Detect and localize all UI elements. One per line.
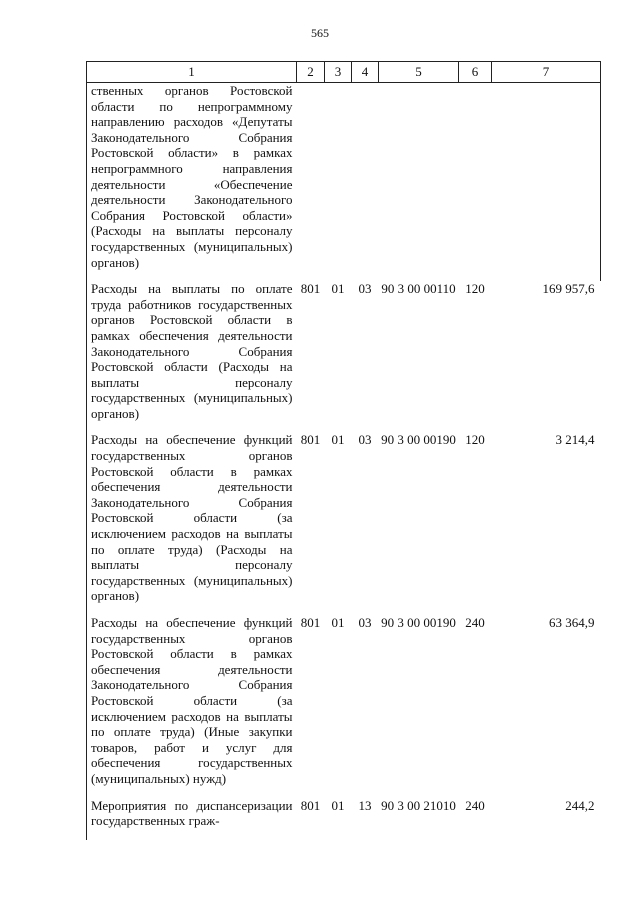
row-expense-type: [459, 83, 492, 282]
row-section-code: 01: [331, 281, 345, 297]
row-expense-type: 120: [465, 281, 485, 297]
row-target-article: [379, 83, 459, 282]
row-description: Расходы на обеспечение функций государственных органов Ростовской области в рамках обеспечения деятельности Законодательного Собрания Ростовской области (за исключением расходов на выплаты по оплате труда) (Иные закупки товаров, работ и услуг для обеспечения государственных (муниципальных) нужд): [87, 615, 297, 798]
table-body: [87, 83, 601, 840]
column-header: 7: [492, 62, 601, 83]
table-row: [87, 83, 601, 282]
column-header: 5: [379, 62, 459, 83]
row-subsection-code: 03: [358, 615, 372, 630]
row-amount: 3 214,4: [555, 432, 595, 448]
row-ministry-code: 801: [300, 432, 321, 448]
row-description: Расходы на выплаты по оплате труда работников государственных органов Ростовской области в рамках обеспечения деятельности Законодательного Собрания Ростовской области (Расходы на выплаты персоналу государственных (муниципальных) органов): [87, 281, 297, 432]
row-ministry-code: 801: [300, 281, 321, 297]
row-description: Мероприятия по диспансеризации государственных граж-: [87, 798, 297, 840]
column-header: 6: [459, 62, 492, 83]
row-subsection-code: 03: [358, 432, 372, 448]
row-subsection-code: 13: [358, 797, 372, 813]
column-header: 3: [325, 62, 352, 83]
row-section-code: [325, 83, 352, 282]
row-subsection-code: 03: [358, 281, 372, 297]
row-section-code: 01: [331, 615, 345, 630]
row-section-code: 01: [331, 432, 345, 448]
row-amount: 63 364,9: [549, 615, 595, 630]
row-expense-type: 240: [465, 615, 485, 630]
table-header: [87, 62, 601, 83]
row-expense-type: 120: [465, 432, 485, 448]
row-target-article: 90 3 00 00110: [381, 281, 456, 297]
row-subsection-code: [352, 83, 379, 282]
table-row: [87, 615, 601, 798]
table-row: [87, 798, 601, 840]
row-ministry-code: 801: [300, 615, 321, 630]
row-description: ственных органов Ростовской области по непрограммному направлению расходов «Депутаты Законодательного Собрания Ростовской области» в рамках непрограммного направления деятельности «Обеспечение деятельности Законодательного Собрания Ростовской области» (Расходы на выплаты персоналу государственных (муниципальных) органов): [87, 83, 297, 282]
row-amount: 169 957,6: [542, 281, 595, 297]
row-target-article: 90 3 00 00190: [381, 615, 456, 630]
row-amount: [492, 83, 601, 282]
row-description: Расходы на обеспечение функций государственных органов Ростовской области в рамках обеспечения деятельности Законодательного Собрания Ростовской области (за исключением расходов на выплаты по оплате труда) (Расходы на выплаты персоналу государственных (муниципальных) органов): [87, 432, 297, 615]
page-number: 565: [311, 26, 329, 40]
column-header: 4: [352, 62, 379, 83]
row-ministry-code: [297, 83, 325, 282]
row-target-article: 90 3 00 00190: [381, 432, 456, 448]
table-header-row: [87, 62, 601, 83]
budget-table: [86, 61, 601, 840]
column-header: 2: [297, 62, 325, 83]
row-target-article: 90 3 00 21010: [381, 797, 456, 813]
column-header: 1: [87, 62, 297, 83]
table-row: [87, 432, 601, 615]
table-row: [87, 281, 601, 432]
row-expense-type: 240: [465, 797, 485, 813]
row-amount: 244,2: [565, 797, 595, 813]
row-section-code: 01: [331, 797, 345, 813]
row-ministry-code: 801: [300, 797, 321, 813]
